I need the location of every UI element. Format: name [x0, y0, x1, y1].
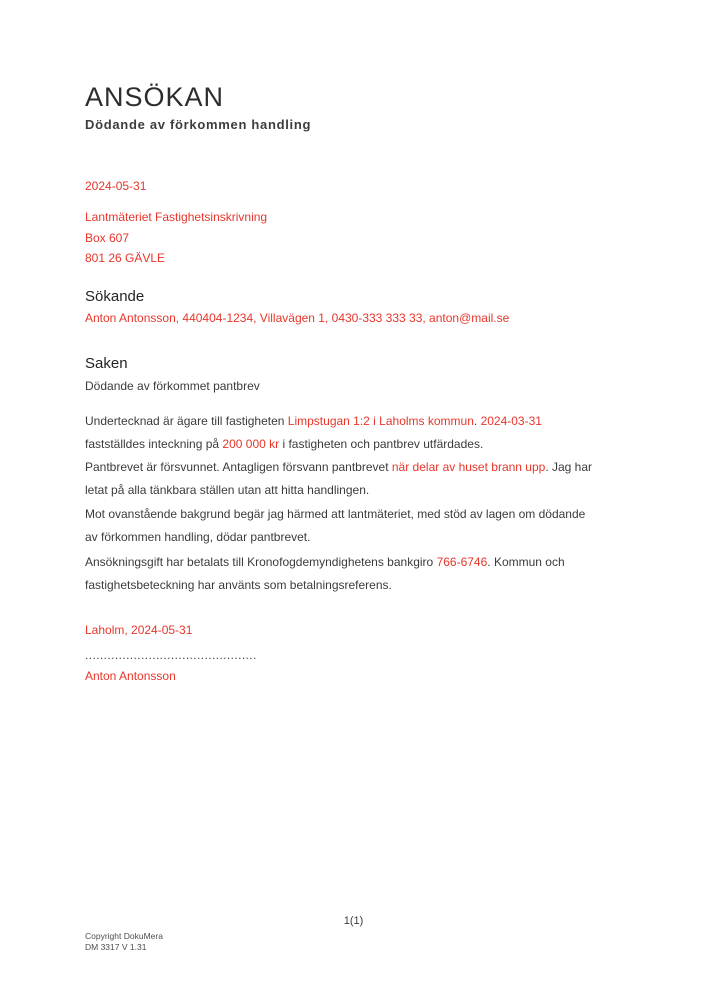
signature-place-date: Laholm, 2024-05-31	[85, 623, 193, 637]
text-run: letat på alla tänkbara ställen utan att hitta handlingen.	[85, 483, 370, 497]
text-run: . Kommun och	[487, 555, 565, 569]
copyright-line-2: DM 3317 V 1.31	[85, 942, 147, 952]
text-run-highlight: Limpstugan 1:2 i Laholms kommun	[287, 414, 474, 428]
signature-name: Anton Antonsson	[85, 669, 176, 683]
page-number: 1(1)	[343, 915, 364, 927]
text-run: Mot ovanstående bakgrund begär jag härmed att lantmäteriet, med stöd av lagen om dödande	[85, 507, 586, 521]
recipient-address-line: Lantmäteriet Fastighetsinskrivning	[85, 210, 268, 224]
section-heading-subject: Saken	[85, 355, 128, 372]
text-run: fastighetsbeteckning har använts som betalningsreferens.	[85, 578, 392, 592]
text-run: . Jag har	[545, 460, 593, 474]
text-run: av förkommen handling, dödar pantbrevet.	[85, 530, 311, 544]
text-run-highlight: 200 000 kr	[222, 437, 280, 451]
paragraph-property	[85, 410, 640, 456]
recipient-address	[85, 207, 267, 269]
applicant-details: Anton Antonsson, 440404-1234, Villavägen 1, 0430-333 333 33, anton@mail.se	[85, 311, 510, 325]
text-run-highlight: när delar av huset brann upp	[391, 460, 546, 474]
subject-text: Dödande av förkommet pantbrev	[85, 379, 260, 393]
text-run: .	[473, 414, 481, 428]
text-run: i fastigheten och pantbrev utfärdades.	[279, 437, 484, 451]
recipient-address-line: 801 26 GÄVLE	[85, 251, 166, 265]
letter-date: 2024-05-31	[85, 179, 147, 193]
copyright-line-1: Copyright DokuMera	[85, 931, 163, 941]
paragraph-payment	[85, 551, 640, 597]
text-run: fastställdes inteckning på	[85, 437, 223, 451]
text-run: Pantbrevet är försvunnet. Antagligen försvann pantbrevet	[85, 460, 392, 474]
document-footer	[85, 931, 163, 953]
section-heading-applicant: Sökande	[85, 288, 145, 305]
document-subtitle: Dödande av förkommen handling	[85, 117, 312, 132]
text-run-highlight: 2024-03-31	[480, 414, 542, 428]
recipient-address-line: Box 607	[85, 230, 130, 245]
document-header	[85, 82, 311, 132]
paragraph-lost	[85, 456, 640, 502]
text-run: Ansökningsgift har betalats till Kronofogdemyndighetens bankgiro	[85, 555, 437, 569]
text-run-highlight: 766-6746	[436, 555, 488, 569]
signature-line: ..............................................	[85, 648, 257, 662]
document-title: ANSÖKAN	[85, 82, 225, 112]
text-run: Undertecknad är ägare till fastigheten	[85, 414, 288, 428]
paragraph-request	[85, 503, 640, 549]
